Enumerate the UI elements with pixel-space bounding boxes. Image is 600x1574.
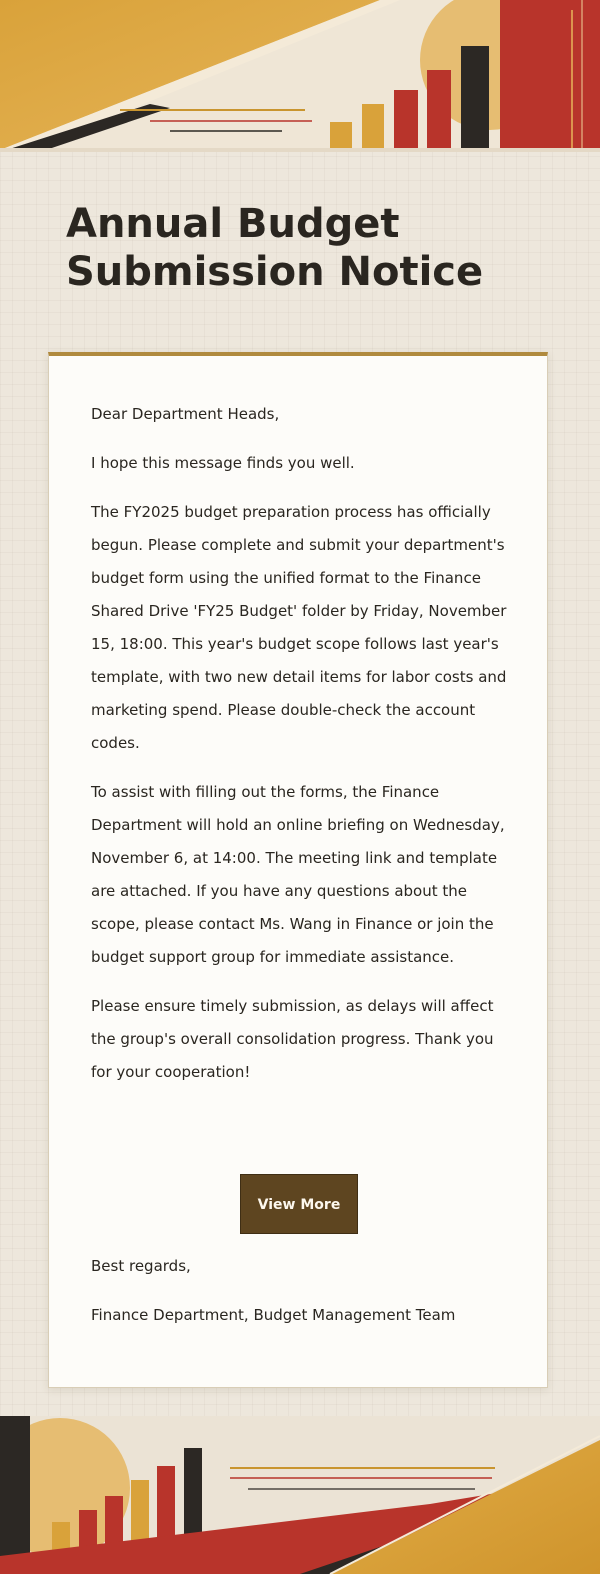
closing-text: Best regards,: [91, 1257, 191, 1275]
intro-text: I hope this message finds you well.: [91, 454, 355, 472]
email-title: Annual Budget Submission Notice: [66, 201, 484, 295]
signature-text: Finance Department, Budget Management Team: [91, 1306, 456, 1324]
paragraph-briefing: To assist with filling out the forms, the Finance Department will hold an online briefing on Wednesday, November 6, at 14:00. The meeting link and template are attached. If you have any questions about the scope, please contact Ms. Wang in Finance or join the budget support group for immediate assistance.: [91, 783, 505, 966]
paragraph-budget-process: The FY2025 budget preparation process has officially begun. Please complete and submit your department's budget form using the unified format to the Finance Shared Drive 'FY25 Budget' folder by Friday, November 15, 18:00. This year's budget scope follows last year's template, with two new detail items for labor costs and marketing spend. Please double-check the account codes.: [91, 503, 507, 752]
footer-banner-illustration: [0, 1416, 600, 1574]
view-more-button[interactable]: View More: [240, 1174, 358, 1234]
greeting-text: Dear Department Heads,: [91, 405, 280, 423]
cta-container: [49, 1174, 549, 1234]
message-body: [91, 398, 509, 1105]
header-banner-illustration: [0, 0, 600, 152]
paragraph-closing-request: Please ensure timely submission, as delays will affect the group's overall consolidation progress. Thank you for your cooperation!: [91, 997, 494, 1081]
message-card: [48, 352, 548, 1388]
